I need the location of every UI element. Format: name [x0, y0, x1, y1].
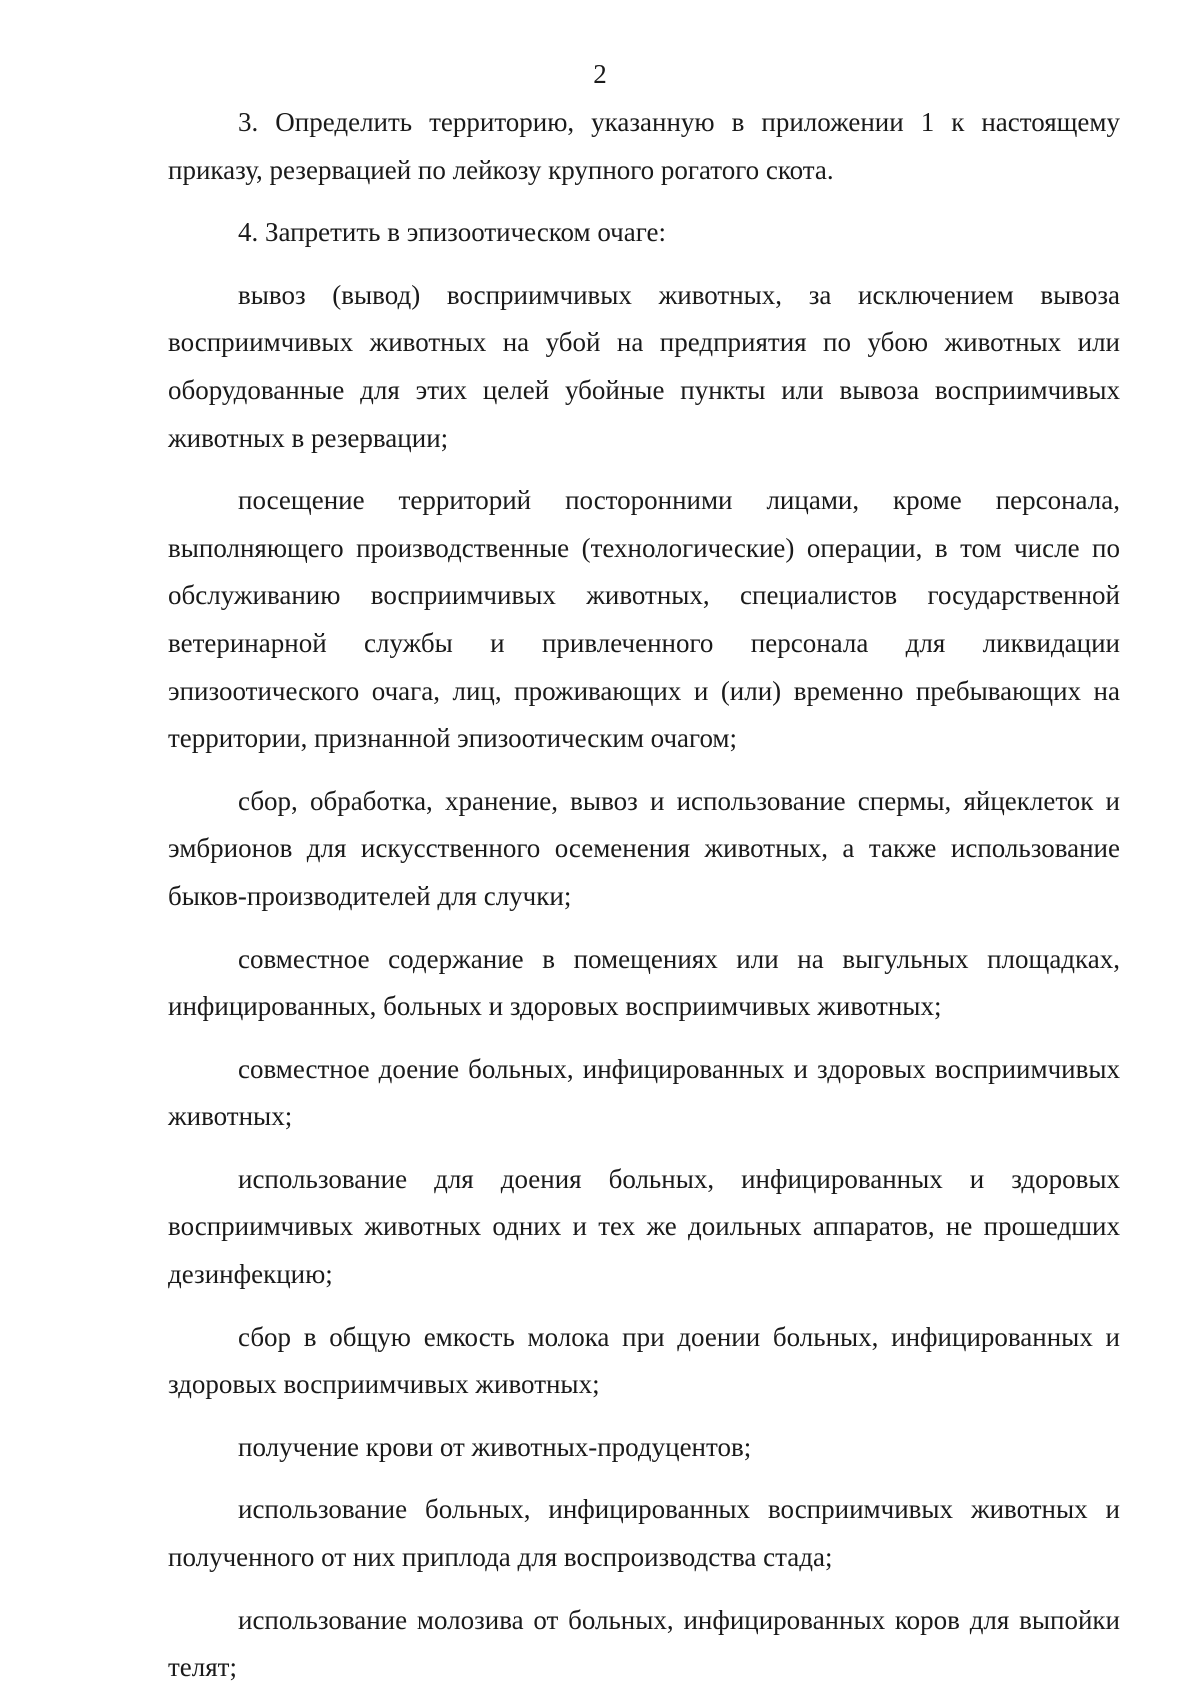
paragraph-milk-collection: сбор в общую емкость молока при доении больных, инфицированных и здоровых восприимчивых животных;	[168, 1321, 1120, 1400]
paragraph-semen-embryos: сбор, обработка, хранение, вывоз и использование спермы, яйцеклеток и эмбрионов для искусственного осеменения животных, а также использование быков-производителей для случки;	[168, 785, 1120, 911]
paragraph-colostrum: использование молозива от больных, инфицированных коров для выпойки телят;	[168, 1604, 1120, 1683]
paragraph-visits: посещение территорий посторонними лицами, кроме персонала, выполняющего производственные (технологические) операции, в том числе по обслуживанию восприимчивых животных, специалистов государственной ветеринарной службы и привлеченного персонала для ликвидации эпизоотического очага, лиц, проживающих и (или) временно пребывающих на территории, признанной эпизоотическим очагом;	[168, 485, 1120, 754]
paragraph-animal-export: вывоз (вывод) восприимчивых животных, за исключением вывоза восприимчивых животных на убой на предприятия по убою животных или оборудованные для этих целей убойные пункты или вывоза восприимчивых животных в резервации;	[168, 279, 1120, 453]
paragraph-reservation: 3. Определить территорию, указанную в приложении 1 к настоящему приказу, резервацией по лейкозу крупного рогатого скота.	[168, 107, 1120, 185]
paragraph-joint-keeping: совместное содержание в помещениях или на выгульных площадках, инфицированных, больных и здоровых восприимчивых животных;	[168, 943, 1120, 1022]
page-number: 2	[593, 59, 607, 89]
paragraph-herd-reproduction: использование больных, инфицированных восприимчивых животных и полученного от них приплода для воспроизводства стада;	[168, 1494, 1120, 1573]
document-body	[168, 99, 1120, 1692]
paragraph-prohibitions-heading: 4. Запретить в эпизоотическом очаге:	[238, 217, 666, 248]
paragraph-joint-milking: совместное доение больных, инфицированных и здоровых восприимчивых животных;	[168, 1053, 1120, 1132]
paragraph-blood-collection: получение крови от животных-продуцентов;	[238, 1431, 752, 1462]
paragraph-milking-equipment: использование для доения больных, инфицированных и здоровых восприимчивых животных одних и тех же доильных аппаратов, не прошедших дезинфекцию;	[168, 1163, 1120, 1290]
